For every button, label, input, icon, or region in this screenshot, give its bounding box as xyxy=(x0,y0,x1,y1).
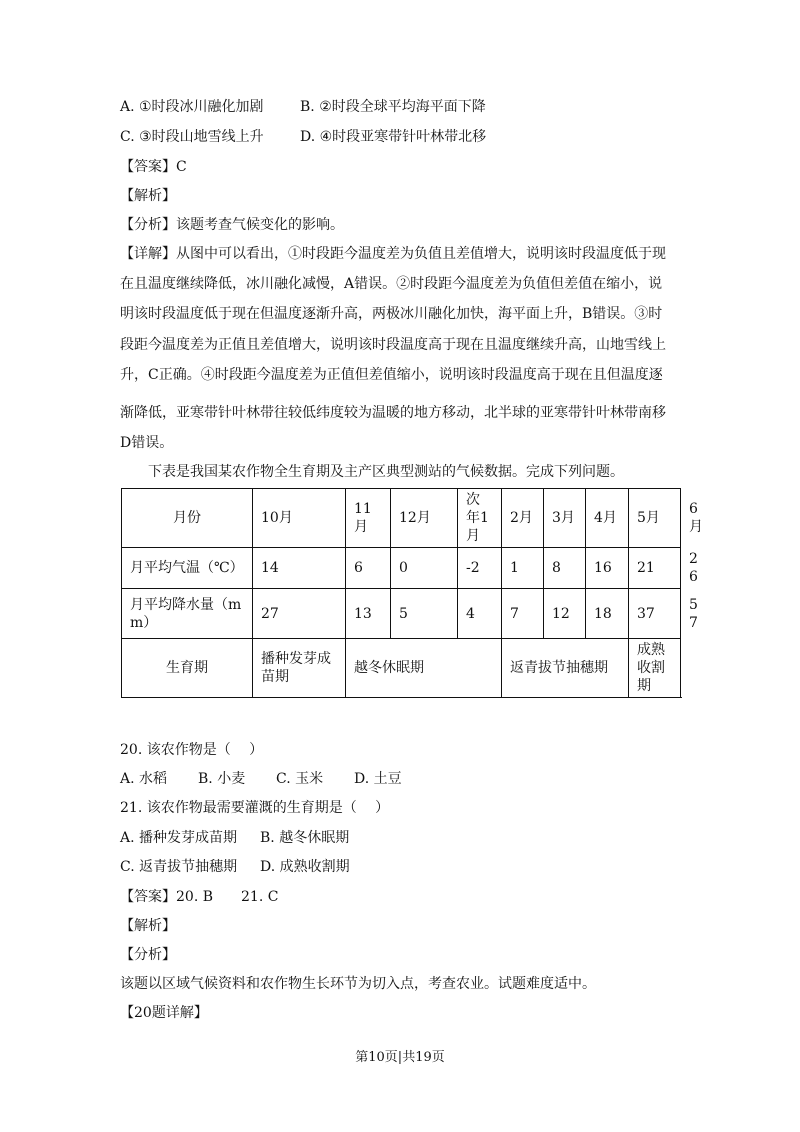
q19-detail-line: 段距今温度差为正值且差值增大，说明该时段温度高于现在且温度继续升高，山地雪线上 xyxy=(120,337,666,353)
temp-cell: 0 xyxy=(391,548,458,589)
precip-cell: 27 xyxy=(253,589,346,639)
precip-cell: 13 xyxy=(346,589,391,639)
q21-option-d: D. 成熟收割期 xyxy=(260,859,350,875)
temp-label-cell: 月平均气温（℃） xyxy=(122,548,253,589)
q19-options-row-1 xyxy=(120,98,486,116)
precip-cell: 4 xyxy=(458,589,502,639)
q20-option-d: D. 土豆 xyxy=(354,771,402,787)
precip-cell: 37 xyxy=(629,589,681,639)
q19-detail-line: D错误。 xyxy=(120,435,174,451)
q19-options-row-2 xyxy=(120,128,486,146)
month-cell: 5月 xyxy=(629,489,681,548)
table-row-temperature: 月平均气温（℃） 14 6 0 -2 1 8 16 21 26 xyxy=(122,548,681,589)
q19-jiexi: 【解析】 xyxy=(120,188,176,204)
q19-option-c: C. ③时段山地雪线上升 xyxy=(120,129,264,145)
table-intro: 下表是我国某农作物全生育期及主产区典型测站的气候数据。完成下列问题。 xyxy=(148,464,624,480)
q20-option-b: B. 小麦 xyxy=(198,771,246,787)
q19-option-a: A. ①时段冰川融化加剧 xyxy=(120,99,264,115)
month-cell: 3月 xyxy=(544,489,586,548)
q21-option-c: C. 返青拔节抽穗期 xyxy=(120,859,238,875)
q2021-answer: 【答案】20. B 21. C xyxy=(120,889,279,905)
temp-cell: 1 xyxy=(502,548,544,589)
month-cell: 10月 xyxy=(253,489,346,548)
stage-label-cell: 生育期 xyxy=(122,639,253,698)
q20-stem: 20. 该农作物是（ ） xyxy=(120,742,264,758)
stage-cell: 成熟收割期 xyxy=(629,639,681,698)
table-row-months: 月份 10月 11月 12月 次年1月 2月 3月 4月 5月 6月 xyxy=(122,489,681,548)
q20-option-a: A. 水稻 xyxy=(120,771,168,787)
month-cell: 2月 xyxy=(502,489,544,548)
temp-cell: 8 xyxy=(544,548,586,589)
q19-detail-line: 渐降低，亚寒带针叶林带往较低纬度较为温暖的地方移动，北半球的亚寒带针叶林带南移 xyxy=(120,405,666,421)
page-footer: 第10页|共19页 xyxy=(355,1050,445,1065)
stage-cell: 返青拔节抽穗期 xyxy=(502,639,629,698)
q20-options xyxy=(120,770,402,788)
q19-detail-line: 在且温度继续降低，冰川融化减慢，A错误。②时段距今温度差为负值但差值在缩小，说 xyxy=(120,276,663,292)
temp-cell: -2 xyxy=(458,548,502,589)
q19-option-b: B. ②时段全球平均海平面下降 xyxy=(300,99,486,115)
month-cell: 次年1月 xyxy=(458,489,502,548)
precip-cell: 7 xyxy=(502,589,544,639)
q19-option-d: D. ④时段亚寒带针叶林带北移 xyxy=(300,129,487,145)
precip-cell: 18 xyxy=(586,589,629,639)
temp-cell: 21 xyxy=(629,548,681,589)
q19-fenxi: 【分析】该题考查气候变化的影响。 xyxy=(120,217,344,233)
month-cell: 11月 xyxy=(346,489,391,548)
q21-options-row-1 xyxy=(120,829,349,847)
q21-options-row-2 xyxy=(120,858,350,876)
q2021-fenxi-text: 该题以区域气候资料和农作物生长环节为切入点，考查农业。试题难度适中。 xyxy=(120,976,596,992)
q21-option-a: A. 播种发芽成苗期 xyxy=(120,830,238,846)
q19-detail-line: 【详解】从图中可以看出，①时段距今温度差为负值且差值增大，说明该时段温度低于现 xyxy=(120,246,666,262)
table-row-precipitation: 月平均降水量（mm） 27 13 5 4 7 12 18 37 57 xyxy=(122,589,681,639)
temp-cell: 16 xyxy=(586,548,629,589)
q19-answer: 【答案】C xyxy=(120,159,187,175)
temp-cell: 6 xyxy=(346,548,391,589)
q2021-fenxi: 【分析】 xyxy=(120,947,176,963)
q19-detail-line: 升，C正确。④时段距今温度差为正值但差值缩小，说明该时段温度高于现在且但温度逐 xyxy=(120,367,663,383)
q21-option-b: B. 越冬休眠期 xyxy=(260,830,350,846)
month-header-cell: 月份 xyxy=(122,489,253,548)
climate-data-table xyxy=(121,488,704,698)
precip-label-cell: 月平均降水量（mm） xyxy=(122,589,253,639)
q20-option-c: C. 玉米 xyxy=(276,771,324,787)
stage-cell: 播种发芽成苗期 xyxy=(253,639,346,698)
month-cell: 4月 xyxy=(586,489,629,548)
table-row-growth-stage xyxy=(122,639,681,698)
temp-cell: 14 xyxy=(253,548,346,589)
q21-stem: 21. 该农作物最需要灌溉的生育期是（ ） xyxy=(120,800,390,816)
q2021-jiexi: 【解析】 xyxy=(120,918,176,934)
stage-cell: 越冬休眠期 xyxy=(346,639,502,698)
precip-cell: 12 xyxy=(544,589,586,639)
precip-cell: 5 xyxy=(391,589,458,639)
month-cell: 12月 xyxy=(391,489,458,548)
q19-detail-line: 明该时段温度低于现在但温度逐渐升高，两极冰川融化加快，海平面上升，B错误。③时 xyxy=(120,306,663,322)
q20-detail-heading: 【20题详解】 xyxy=(120,1005,208,1021)
